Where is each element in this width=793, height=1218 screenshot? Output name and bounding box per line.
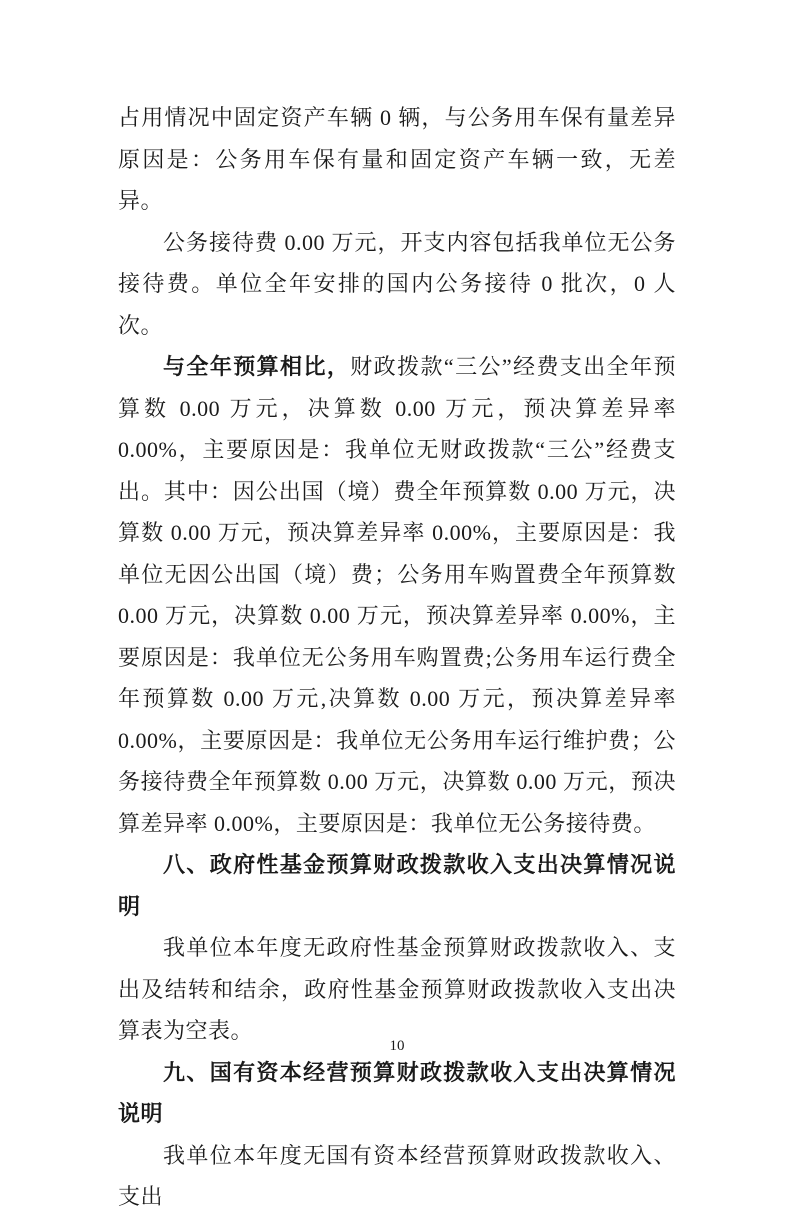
paragraph-continuation: 占用情况中固定资产车辆 0 辆，与公务用车保有量差异原因是：公务用车保有量和固定资产车辆一致，无差异。 — [118, 105, 676, 213]
section-heading-9: 九、国有资本经营预算财政拨款收入支出决算情况说明 — [118, 1059, 676, 1126]
page-number: 10 — [389, 1038, 405, 1054]
paragraph-budget-comparison — [118, 346, 676, 844]
paragraph-state-capital: 我单位本年度无国有资本经营预算财政拨款收入、支出 — [118, 1142, 676, 1209]
section-heading-8: 八、政府性基金预算财政拨款收入支出决算情况说明 — [118, 852, 676, 919]
paragraph-government-fund: 我单位本年度无政府性基金预算财政拨款收入、支出及结转和结余，政府性基金预算财政拨款收入支出决算表为空表。 — [118, 935, 676, 1043]
paragraph-text: 财政拨款“三公”经费支出全年预算数 0.00 万元，决算数 0.00 万元，预决算差异率 0.00%，主要原因是：我单位无财政拨款“三公”经费支出。其中：因公出国（境）费全年预算数 0.00 万元，决算数 0.00 万元，预决算差异率 0.00%，主要原因是：我单位无因公出国（境）费；公务用车购置费全年预算数 0.00 万元，决算数 0.00 万元，预决算差异率 0.00%，主要原因是：我单位无公务用车购置费;公务用车运行费全年预算数 0.00 万元,决算数 0.00 万元，预决算差异率 0.00%，主要原因是：我单位无公务用车运行维护费；公务接待费全年预算数 0.00 万元，决算数 0.00 万元，预决算差异率 0.00%，主要原因是：我单位无公务接待费。 — [118, 354, 676, 836]
bold-lead: 与全年预算相比， — [163, 354, 351, 379]
paragraph-reception-fee: 公务接待费 0.00 万元，开支内容包括我单位无公务接待费。单位全年安排的国内公务接待 0 批次，0 人次。 — [118, 229, 676, 338]
